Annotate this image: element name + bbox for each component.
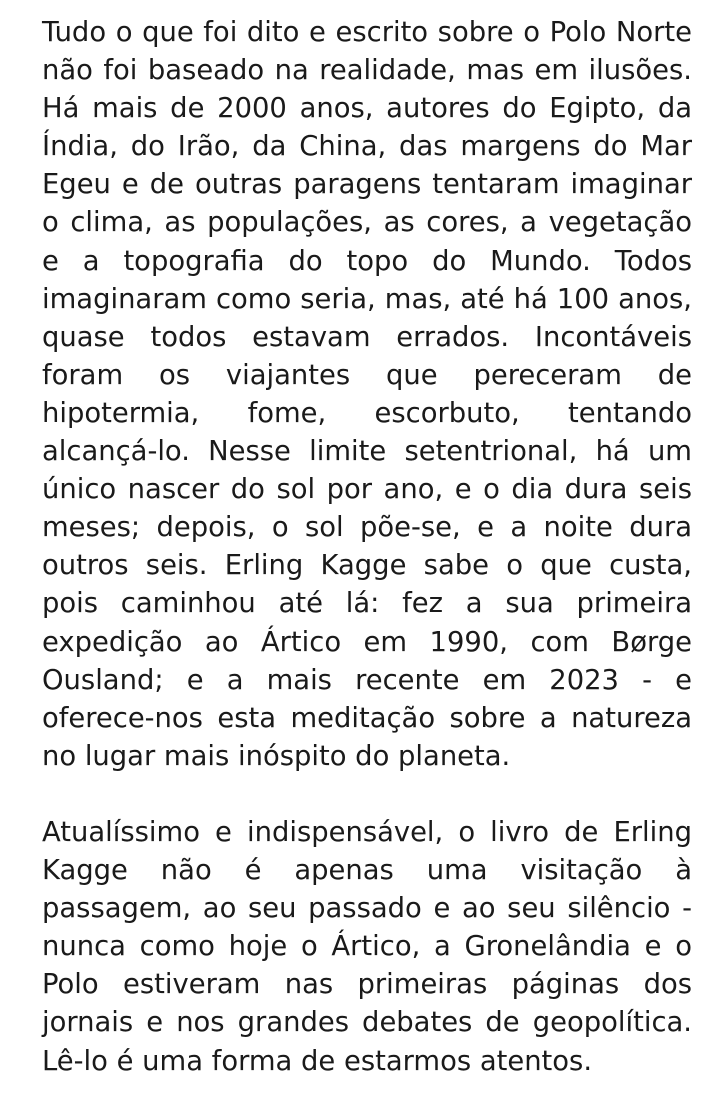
description-paragraph-2: Atualíssimo e indispensável, o livro de Erling Kagge não é apenas uma visitação à passagem, ao seu passado e ao seu silêncio - nunca como hoje o Ártico, a Gronelândia e o Polo estiveram nas primeiras páginas dos jornais e nos grandes debates de geopolítica. Lê-lo é uma forma de estarmos atentos. <box>42 816 692 1077</box>
book-description <box>42 14 692 1081</box>
description-paragraph-1: Tudo o que foi dito e escrito sobre o Polo Norte não foi baseado na realidade, mas em ilusões. Há mais de 2000 anos, autores do Egipto, da Índia, do Irão, da China, das margens do Mar Egeu e de outras paragens tentaram imaginar o clima, as populações, as cores, a vegetação e a topografia do topo do Mundo. Todos imaginaram como seria, mas, até há 100 anos, quase todos estavam errados. Incontáveis foram os viajantes que pereceram de hipotermia, fome, escorbuto, tentando alcançá-lo. Nesse limite setentrional, há um único nascer do sol por ano, e o dia dura seis meses; depois, o sol põe-se, e a noite dura outros seis. Erling Kagge sabe o que custa, pois caminhou até lá: fez a sua primeira expedição ao Ártico em 1990, com Børge Ousland; e a mais recente em 2023 - e oferece-nos esta meditação sobre a natureza no lugar mais inóspito do planeta. <box>42 17 692 772</box>
